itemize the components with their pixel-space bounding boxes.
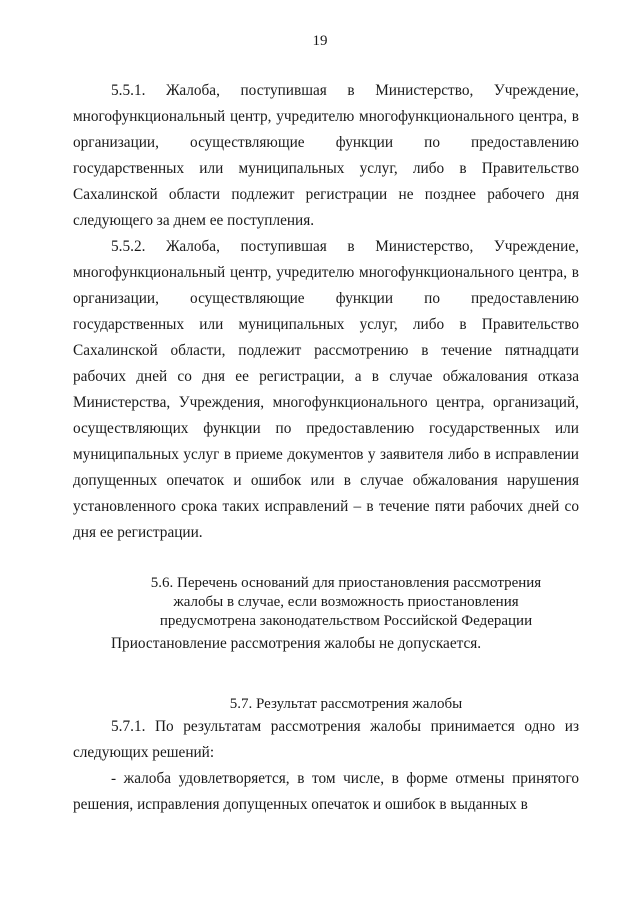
bullet-complaint-satisfied: - жалоба удовлетворяется, в том числе, в форме отмены принятого решения, исправления допущенных опечаток и ошибок в выданных в (73, 770, 579, 813)
section-heading-5-7: 5.7. Результат рассмотрения жалобы (229, 696, 463, 712)
paragraph-5-5-2: 5.5.2. Жалоба, поступившая в Министерство, Учреждение, многофункциональный центр, учредителю многофункционального центра, в организации, осуществляющие функции по предоставлению государственных или муниципальных услуг, либо в Правительство Сахалинской области, подлежит рассмотрению в течение пятнадцати рабочих дней со дня ее регистрации, а в случае обжалования отказа Министерства, Учреждения, многофункционального центра, организаций, осуществляющих функции по предоставлению государственных или муниципальных услуг в приеме документов у заявителя либо в исправлении допущенных опечаток и ошибок или в случае обжалования нарушения установленного срока таких исправлений – в течение пяти рабочих дней со дня ее регистрации. (73, 238, 579, 541)
paragraph-5-6-note: Приостановление рассмотрения жалобы не допускается. (111, 635, 482, 652)
heading-5-6-line-3: предусмотрена законодательством Российской Федерации (159, 613, 533, 629)
heading-5-6-line-2: жалобы в случае, если возможность приостановления (173, 594, 519, 610)
heading-5-6-line-1: 5.6. Перечень оснований для приостановления рассмотрения (150, 575, 542, 591)
paragraph-5-7-1: 5.7.1. По результатам рассмотрения жалобы принимается одно из следующих решений: (73, 718, 579, 761)
page-number: 19 (312, 33, 328, 49)
section-heading-5-6 (73, 574, 579, 631)
paragraph-5-5-1: 5.5.1. Жалоба, поступившая в Министерство, Учреждение, многофункциональный центр, учредителю многофункционального центра, в организации, осуществляющие функции по предоставлению государственных или муниципальных услуг, либо в Правительство Сахалинской области подлежит регистрации не позднее рабочего дня следующего за днем ее поступления. (73, 82, 579, 229)
document-body (73, 78, 579, 818)
